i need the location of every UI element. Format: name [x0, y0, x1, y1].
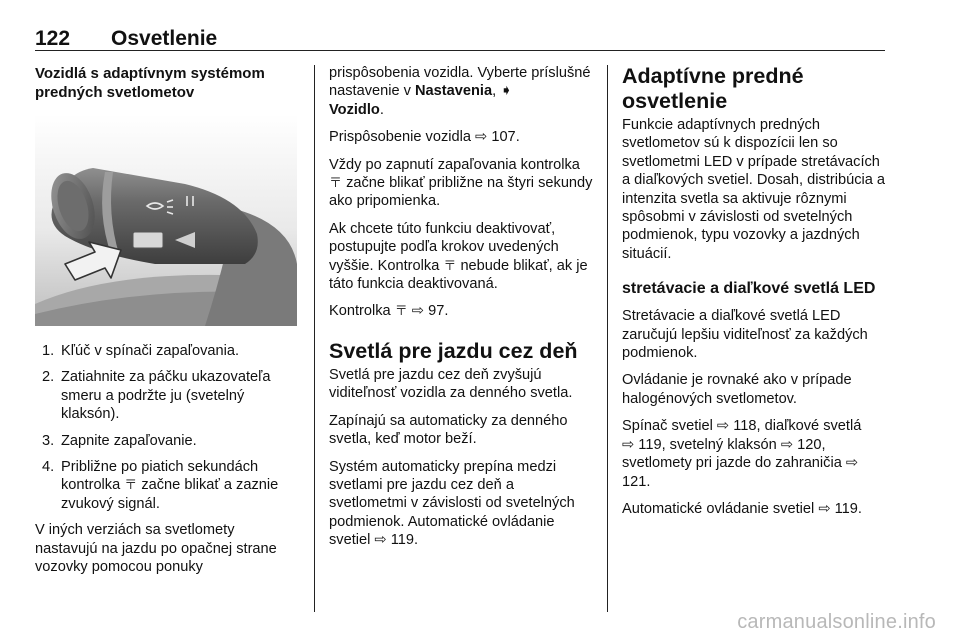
ref-arrow-icon: ⇨ [411, 303, 425, 320]
menu-arrow-icon: ➧ [500, 83, 513, 100]
body-paragraph: Ak chcete túto funkciu deaktivovať, postupujte podľa krokov uvedených vyššie. Kontrolka 〒 nebude blikať, ak je táto funkcia deaktivovaná. [329, 220, 588, 293]
column-divider [314, 65, 315, 612]
section-title: Osvetlenie [111, 27, 218, 50]
body-paragraph: Spínač svetiel ⇨ 118, diaľkové svetlá ⇨ 119, svetelný klaksón ⇨ 120, svetlomety pri jazde do zahraničia ⇨ 121. [622, 418, 862, 490]
indicator-icon: 〒 [394, 303, 408, 319]
body-paragraph: Prispôsobenie vozidla ⇨ 107. [329, 129, 520, 146]
body-paragraph: Zapínajú sa automaticky za denného svetla, keď motor beží. [329, 412, 568, 448]
page-reference[interactable]: 119 [638, 436, 662, 453]
ref-arrow-icon: ⇨ [374, 532, 387, 549]
indicator-icon: 〒 [443, 257, 457, 273]
stalk-illustration [35, 114, 297, 326]
page-reference[interactable]: 118 [733, 418, 757, 435]
page-reference[interactable]: 119 [834, 500, 858, 517]
ref-arrow-icon: ⇨ [818, 500, 831, 517]
step-list [35, 342, 301, 513]
watermark: carmanualsonline.info [737, 611, 936, 633]
column-left [35, 64, 301, 585]
section-heading: Adaptívne predné osvetlenie [622, 64, 804, 113]
subsection-heading: stretávacie a diaľkové svetlá LED [622, 280, 876, 298]
column-middle [329, 64, 595, 559]
page-number: 122 [35, 27, 71, 50]
subsection-heading: Vozidlá s adaptívnym systémom predných svetlometov [35, 65, 265, 101]
body-paragraph: Vždy po zapnutí zapaľovania kontrolka 〒 začne blikať približne na štyri sekundy ako pripomienka. [329, 156, 593, 210]
body-paragraph: Automatické ovládanie svetiel ⇨ 119. [622, 500, 862, 517]
body-paragraph: Funkcie adaptívnych predných svetlometov sú k dispozícii len so svetlometmi LED v prípade stretávacích a diaľkových svetiel. Dosah, distribúcia a intenzita svetla sa aktivuje rôznymi spôsobmi v závislosti od svetelných podmienok, typu vozovky a jazdných situácií. [622, 117, 886, 262]
body-paragraph: Stretávacie a diaľkové svetlá LED zaručujú lepšiu viditeľnosť za každých podmienok. [622, 308, 868, 362]
menu-path-settings: Nastavenia [415, 83, 493, 100]
section-heading: Svetlá pre jazdu cez deň [329, 338, 578, 363]
list-item: 3. Zapnite zapaľovanie. [42, 432, 197, 449]
column-divider [607, 65, 608, 612]
indicator-icon: 〒 [124, 477, 138, 493]
body-paragraph: V iných verziách sa svetlomety nastavujú na jazdu po opačnej strane vozovky pomocou ponuky [35, 522, 277, 576]
list-item: 2. Zatiahnite za páčku ukazovateľa smeru a podržte ju (svetelný klaksón). [42, 369, 271, 423]
page-reference[interactable]: 120 [797, 436, 822, 453]
body-paragraph: prispôsobenia vozidla. Vyberte príslušné nastavenie v Nastavenia, ➧ Vozidlo. [329, 65, 591, 118]
ref-arrow-icon: ⇨ [622, 436, 635, 453]
page-header [35, 28, 885, 51]
column-right [622, 64, 890, 527]
ref-arrow-icon: ⇨ [845, 455, 859, 472]
ref-arrow-icon: ⇨ [475, 129, 488, 146]
body-paragraph: Kontrolka 〒 ⇨ 97. [329, 303, 449, 320]
page-reference[interactable]: 107 [491, 129, 516, 146]
menu-path-vehicle: Vozidlo [329, 101, 380, 118]
body-paragraph: Ovládanie je rovnaké ako v prípade halogénových svetlometov. [622, 372, 852, 407]
page-reference[interactable]: 121 [622, 473, 647, 490]
body-paragraph: Svetlá pre jazdu cez deň zvyšujú viditeľnosť vozidla za denného svetla. [329, 366, 573, 402]
page-reference[interactable]: 97 [428, 303, 445, 320]
page-reference[interactable]: 119 [390, 532, 414, 549]
body-paragraph: Systém automaticky prepína medzi svetlami pre jazdu cez deň a svetlometmi v závislosti od svetelných podmienok. Automatické ovládanie svetiel ⇨ 119. [329, 458, 575, 549]
ref-arrow-icon: ⇨ [780, 436, 794, 453]
list-item: 1. Kľúč v spínači zapaľovania. [42, 343, 240, 359]
ref-arrow-icon: ⇨ [716, 418, 730, 435]
indicator-icon: 〒 [329, 175, 343, 191]
list-item: 4. Približne po piatich sekundách kontrolka 〒 začne blikať a zaznie zvukový signál. [42, 459, 279, 512]
